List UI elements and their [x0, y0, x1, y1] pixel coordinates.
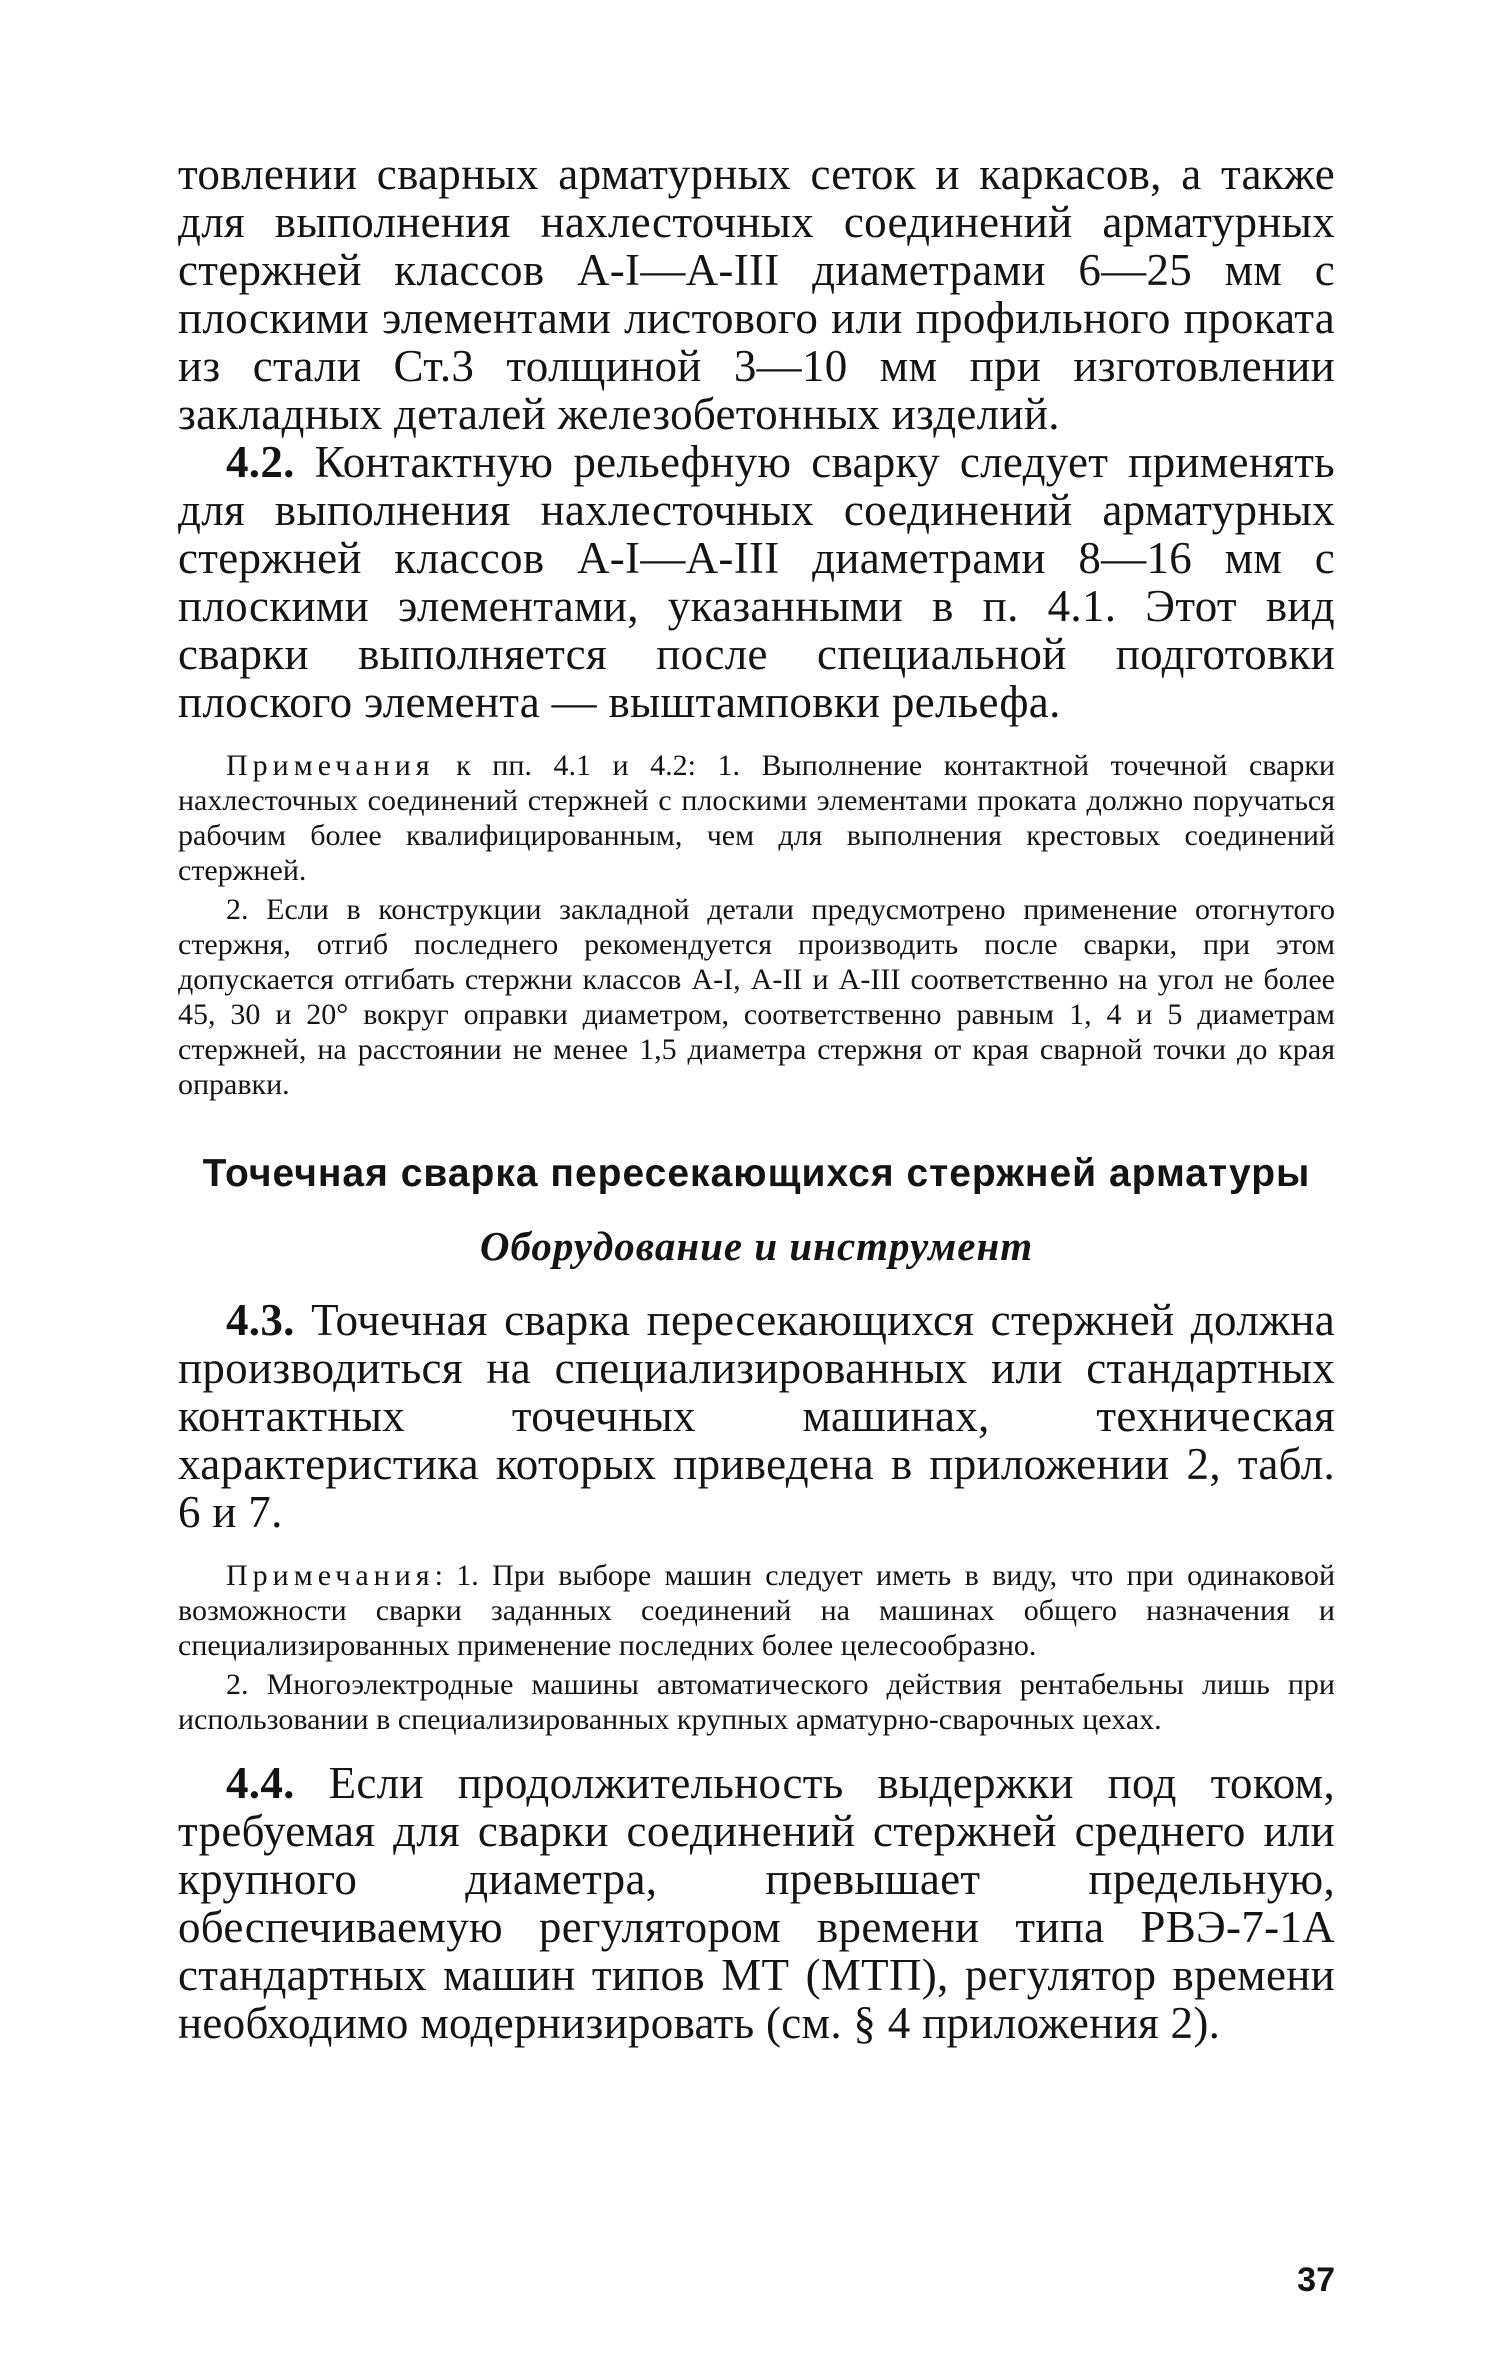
note-text: : 1. При выборе машин следует иметь в виду, что при одинаковой возможности сварки заданных соединений на машинах общего назначения и специализированных применение последних более целесообразно.	[178, 1559, 1335, 1662]
note-label: Примечания	[226, 1559, 435, 1592]
paragraph-number: 4.2.	[226, 437, 295, 487]
paragraph-number: 4.3.	[226, 1295, 295, 1345]
paragraph-text: Если продолжительность выдержки под током, требуемая для сварки соединений стержней среднего или крупного диаметра, превышает предельную, обеспечиваемую регулятором времени типа РВЭ-7-1А стандартных машин типов МТ (МТП), регулятор времени необходимо модернизировать (см. § 4 приложения 2).	[178, 1758, 1335, 2048]
section-heading: Точечная сварка пересекающихся стержней арматуры	[202, 1152, 1311, 1195]
section-subheading: Оборудование и инструмент	[479, 1223, 1034, 1269]
note-1-item-1	[178, 748, 1335, 888]
page-number: 37	[1297, 2261, 1335, 2299]
paragraph-4-3	[178, 1296, 1335, 1536]
note-label: Примечания	[226, 749, 435, 782]
paragraph-4-2	[178, 438, 1335, 726]
paragraph-number: 4.4.	[226, 1758, 295, 1808]
paragraph-continuation: товлении сварных арматурных сеток и каркасов, а также для выполнения нахлесточных соединений арматурных стержней классов А-I—А-III диаметрами 6—25 мм с плоскими элементами листового или профильного проката из стали Ст.3 толщиной 3—10 мм при изготовлении закладных деталей железобетонных изделий.	[178, 149, 1335, 439]
note-1-item-2: 2. Если в конструкции закладной детали предусмотрено применение отогнутого стержня, отгиб последнего рекомендуется производить после сварки, при этом допускается отгибать стержни классов А-I, А-II и А-III соответственно на угол не более 45, 30 и 20° вокруг оправки диаметром, соответственно равным 1, 4 и 5 диаметрам стержней, на расстоянии не менее 1,5 диаметра стержня от края сварной точки до края оправки.	[178, 893, 1335, 1101]
paragraph-4-4	[178, 1759, 1335, 2047]
paragraph-text: Точечная сварка пересекающихся стержней должна производиться на специализированных или стандартных контактных точечных машинах, техническая характеристика которых приведена в приложении 2, табл. 6 и 7.	[178, 1295, 1335, 1537]
page-content	[178, 149, 1335, 2299]
note-text: к пп. 4.1 и 4.2: 1. Выполнение контактной точечной сварки нахлесточных соединений стержней с плоскими элементами проката должно поручаться рабочим более квалифицированным, чем для выполнения крестовых соединений стержней.	[178, 749, 1335, 887]
note-2-item-1	[178, 1558, 1335, 1663]
note-2-item-2: 2. Многоэлектродные машины автоматического действия рентабельны лишь при использовании в специализированных крупных арматурно-сварочных цехах.	[178, 1668, 1335, 1736]
paragraph-text: Контактную рельефную сварку следует применять для выполнения нахлесточных соединений арматурных стержней классов А-I—А-III диаметрами 8—16 мм с плоскими элементами, указанными в п. 4.1. Этот вид сварки выполняется после специальной подготовки плоского элемента — выштамповки рельефа.	[178, 437, 1335, 727]
